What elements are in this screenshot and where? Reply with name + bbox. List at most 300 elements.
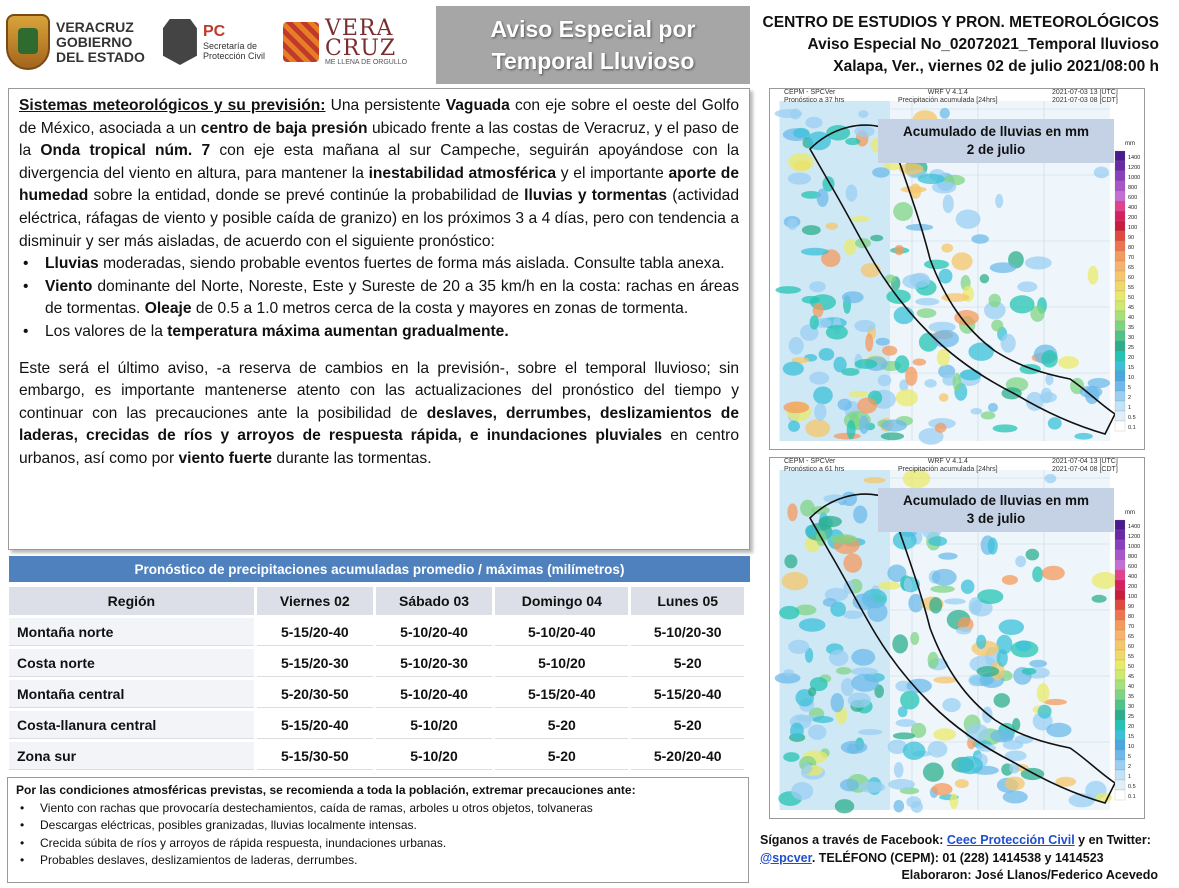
scale-swatch xyxy=(1115,191,1125,201)
table-cell: 5-15/20-40 xyxy=(631,680,744,708)
veracruz-brand-logo xyxy=(283,15,408,66)
bullet-rain xyxy=(19,253,739,276)
precipitation-cell xyxy=(1094,167,1109,179)
precipitation-cell xyxy=(993,424,1018,432)
precautions-heading: Por las condiciones atmosféricas previstas, se recomienda a toda la población, extremar precauciones ante: xyxy=(16,783,636,797)
precipitation-cell xyxy=(817,188,829,207)
precipitation-cell xyxy=(843,610,863,619)
issuer-info xyxy=(756,12,1159,78)
precipitation-cell xyxy=(928,536,947,546)
precipitation-cell xyxy=(1042,566,1065,581)
text-run: dominante del Norte, Noreste, Este y Sureste de 20 a 35 km/h en la costa: rachas en áreas de tormentas. xyxy=(45,277,739,318)
scale-tick-label: 1400 xyxy=(1128,524,1141,530)
precipitation-cell xyxy=(823,598,837,607)
precipitation-cell xyxy=(1048,417,1062,429)
pc-big: PC xyxy=(202,23,226,40)
precipitation-cell xyxy=(865,333,873,351)
table-cell: 5-20 xyxy=(631,711,744,739)
precipitation-cell xyxy=(841,741,868,754)
precipitation-cell xyxy=(953,373,962,391)
scale-swatch xyxy=(1115,740,1125,750)
precipitation-cell xyxy=(906,796,921,807)
precipitation-cell xyxy=(790,723,804,739)
scale-swatch xyxy=(1115,690,1125,700)
text-run: y el importante xyxy=(556,164,669,182)
text-run: de 0.5 a 1.0 metros cerca de la costa y mayores en zonas de tormenta. xyxy=(191,300,689,318)
caption-text: 2021-07-03 13 [UTC] xyxy=(1052,89,1118,96)
precipitation-cell xyxy=(833,357,846,373)
list-item: • Viento con rachas que provocaría destechamientos, caída de ramas, arboles u otros objetos, tolvaneras xyxy=(16,800,740,818)
precipitation-cell xyxy=(913,358,926,365)
scale-swatch xyxy=(1115,311,1125,321)
precipitation-cell xyxy=(857,398,877,414)
precipitation-cell xyxy=(905,367,917,386)
table-cell: Montaña norte xyxy=(9,618,254,646)
vera-small: ME LLENA DE ORGULLO xyxy=(324,58,408,66)
precipitation-cell xyxy=(932,783,953,796)
precipitation-cell xyxy=(787,503,797,521)
precipitation-cell xyxy=(990,262,1016,273)
vera-big1: VERA xyxy=(324,15,394,41)
rain-map-july-2 xyxy=(769,88,1145,450)
precipitation-cell xyxy=(783,402,809,414)
precipitation-cell xyxy=(859,416,869,434)
text-run: centro de baja presión xyxy=(200,119,368,137)
scale-swatch xyxy=(1115,421,1125,431)
text-run: en centro urbanos, así como por xyxy=(19,427,739,467)
precipitation-cell xyxy=(826,325,848,340)
text-run: temperatura máxima aumentan gradualmente. xyxy=(167,322,509,340)
precipitation-cell xyxy=(858,110,868,118)
scale-swatch xyxy=(1115,151,1125,161)
scale-tick-label: 400 xyxy=(1128,205,1138,211)
scale-tick-label: 200 xyxy=(1128,215,1138,221)
text-run: sobre la entidad, donde se prevé continúe la probabilidad de xyxy=(88,187,525,205)
precipitation-cell xyxy=(977,589,1003,604)
precipitation-cell xyxy=(789,337,804,355)
precipitation-cell xyxy=(842,291,864,303)
precipitation-cell xyxy=(809,372,829,385)
twitter-link[interactable]: @spcver xyxy=(760,850,812,865)
precipitation-cell xyxy=(980,274,989,283)
precipitation-cell xyxy=(788,421,800,432)
scale-swatch xyxy=(1115,540,1125,550)
precipitation-cell xyxy=(918,174,945,184)
caption-text: 2021-07-03 08 [CDT] xyxy=(1052,97,1118,104)
table-cell: 5-15/20-40 xyxy=(257,618,373,646)
veracruz-pattern-icon xyxy=(283,22,319,62)
precipitation-cell xyxy=(942,698,960,712)
precipitation-cell xyxy=(976,635,986,649)
scale-swatch xyxy=(1115,341,1125,351)
text-run: Viento xyxy=(45,277,93,295)
precipitation-cell xyxy=(900,186,926,193)
table-row xyxy=(9,711,744,739)
scale-swatch xyxy=(1115,251,1125,261)
text-run: Onda tropical núm. 7 xyxy=(40,142,211,160)
precipitation-cell xyxy=(854,320,875,332)
scale-tick-label: 70 xyxy=(1128,255,1135,261)
scale-tick-label: 600 xyxy=(1128,195,1138,201)
table-cell: 5-15/20-30 xyxy=(257,649,373,677)
precipitation-cell xyxy=(894,762,904,778)
precipitation-cell xyxy=(864,477,886,483)
scale-swatch xyxy=(1115,760,1125,770)
precipitation-cell xyxy=(861,263,881,277)
text-run: con eje esta mañana al sur Campeche, seguirán apoyándose con la divergencia del viento en altura, para mantener la xyxy=(19,142,740,182)
precipitation-cell xyxy=(896,389,918,406)
precipitation-cell xyxy=(805,117,822,129)
scale-swatch xyxy=(1115,600,1125,610)
precipitation-cell xyxy=(950,794,959,809)
scale-swatch xyxy=(1115,321,1125,331)
text-run: Vaguada xyxy=(445,97,510,114)
precipitation-cell xyxy=(851,649,875,666)
caption-text: WRF V 4.1.4 xyxy=(927,89,968,96)
table-cell: 5-10/20 xyxy=(376,711,492,739)
caption-text: Precipitación acumulada [24hrs] xyxy=(898,466,998,473)
scale-swatch xyxy=(1115,201,1125,211)
scale-swatch xyxy=(1115,710,1125,720)
scale-tick-label: 65 xyxy=(1128,634,1135,640)
scale-unit: mm xyxy=(1125,510,1135,516)
title-line1: Aviso Especial por xyxy=(490,16,696,42)
precipitation-cell xyxy=(991,320,1003,332)
precipitation-cell xyxy=(1003,740,1024,750)
list-item: • Descargas eléctricas, posibles granizadas, lluvias localmente intensas. xyxy=(16,817,740,835)
precipitation-cell xyxy=(1046,723,1071,737)
text-run: (actividad eléctrica, ráfagas de viento y posible caída de granizo) en los próximos 3 a 4 días, pero con tendencia a disminuir y ser más aisladas, de acuerdo con el siguiente pronóstico: xyxy=(19,187,739,250)
precipitation-cell xyxy=(933,677,957,684)
map-label-line1: Acumulado de lluvias en mm xyxy=(902,493,1090,508)
precipitation-cell xyxy=(997,649,1008,666)
precipitation-cell xyxy=(938,269,952,284)
scale-swatch xyxy=(1115,241,1125,251)
map-label xyxy=(878,119,1114,163)
scale-unit: mm xyxy=(1125,141,1135,147)
precipitation-cell xyxy=(898,706,908,717)
final-notice-paragraph xyxy=(19,358,739,471)
forecast-table-title: Pronóstico de precipitaciones acumuladas promedio / máximas (milímetros) xyxy=(9,556,750,582)
text-run: Síganos a través de Facebook: xyxy=(760,833,947,847)
scale-swatch xyxy=(1115,730,1125,740)
col-header: Lunes 05 xyxy=(631,587,744,615)
precipitation-cell xyxy=(1001,334,1016,353)
scale-tick-label: 1 xyxy=(1128,774,1132,780)
precipitation-cell xyxy=(810,315,819,329)
scale-tick-label: 5 xyxy=(1128,385,1132,391)
table-row xyxy=(9,742,744,770)
precipitation-cell xyxy=(791,782,813,800)
center-line3: Xalapa, Ver., viernes 02 de julio 2021/08:00 h xyxy=(833,58,1159,75)
scale-swatch xyxy=(1115,560,1125,570)
scale-tick-label: 25 xyxy=(1128,345,1135,351)
precipitation-cell xyxy=(1092,595,1107,603)
map-caption xyxy=(898,458,998,474)
precipitation-cell xyxy=(1037,683,1050,703)
table-cell: 5-10/20-30 xyxy=(376,649,492,677)
scale-tick-label: 1200 xyxy=(1128,165,1141,171)
precipitation-cell xyxy=(956,627,971,635)
precipitation-cell xyxy=(893,800,904,813)
precipitation-cell xyxy=(836,667,851,675)
precipitation-cell xyxy=(1029,660,1047,668)
scale-swatch xyxy=(1115,590,1125,600)
precipitation-cell xyxy=(1025,256,1052,269)
precipitation-cell xyxy=(808,687,816,696)
scale-tick-label: 25 xyxy=(1128,714,1135,720)
scale-swatch xyxy=(1115,211,1125,221)
precipitation-cell xyxy=(940,108,950,119)
scale-swatch xyxy=(1115,790,1125,800)
scale-tick-label: 100 xyxy=(1128,594,1138,600)
table-cell: 5-10/20-40 xyxy=(376,618,492,646)
text-run: Los valores de la xyxy=(45,322,168,340)
scale-tick-label: 15 xyxy=(1128,365,1135,371)
precipitation-cell xyxy=(938,553,957,560)
scale-swatch xyxy=(1115,381,1125,391)
scale-tick-label: 60 xyxy=(1128,644,1135,650)
text-run: deslaves, derrumbes, deslizamientos de laderas, crecidas de ríos y arroyos de respuesta rápida, e inundaciones pluviales xyxy=(19,404,740,445)
precautions-list xyxy=(16,800,740,870)
bullet-temperature xyxy=(19,321,739,344)
precipitation-cell xyxy=(793,128,809,138)
scale-tick-label: 35 xyxy=(1128,694,1135,700)
precipitation-cell xyxy=(779,606,799,620)
precipitation-cell xyxy=(971,234,989,244)
precipitation-cell xyxy=(1022,668,1037,675)
precipitation-cell xyxy=(819,516,842,527)
precipitation-cell xyxy=(808,725,826,740)
precipitation-cell xyxy=(788,153,814,171)
precipitation-cell xyxy=(799,618,826,631)
scale-tick-label: 60 xyxy=(1128,275,1135,281)
precipitation-forecast-table xyxy=(6,584,747,773)
scale-tick-label: 20 xyxy=(1128,724,1135,730)
precipitation-cell xyxy=(805,525,815,537)
precipitation-cell xyxy=(961,579,975,594)
text-run: y en Twitter: xyxy=(1074,833,1151,847)
precipitation-cell xyxy=(802,225,821,235)
precipitation-cell xyxy=(886,289,911,303)
precipitation-cell xyxy=(840,779,859,791)
precipitation-cell xyxy=(783,669,794,676)
precipitation-cell xyxy=(814,403,826,421)
caption-text: Precipitación acumulada [24hrs] xyxy=(898,97,998,104)
precipitation-cell xyxy=(917,308,937,318)
precipitation-cell xyxy=(960,369,981,380)
precipitation-cell xyxy=(929,597,942,613)
scale-swatch xyxy=(1115,171,1125,181)
scale-tick-label: 10 xyxy=(1128,744,1135,750)
table-cell: 5-15/20-40 xyxy=(495,680,628,708)
precipitation-cell xyxy=(848,692,871,707)
precipitation-cell xyxy=(1058,356,1079,369)
pc-small2: Protección Civil xyxy=(202,51,265,61)
gov-line1: VERACRUZ xyxy=(56,18,134,35)
scale-swatch xyxy=(1115,610,1125,620)
text-run: Una persistente xyxy=(325,97,446,114)
scale-swatch xyxy=(1115,580,1125,590)
precipitation-cell xyxy=(941,243,953,252)
scale-swatch xyxy=(1115,161,1125,171)
precipitation-cell xyxy=(1015,640,1031,651)
caption-text: Pronóstico a 37 hrs xyxy=(784,97,845,104)
systems-heading: Sistemas meteorológicos y su previsión: xyxy=(19,97,326,114)
precipitation-cell xyxy=(892,634,908,653)
scale-tick-label: 800 xyxy=(1128,185,1138,191)
precipitation-cell xyxy=(854,126,874,137)
table-row xyxy=(9,618,744,646)
precipitation-cell xyxy=(872,167,890,177)
precipitation-cell xyxy=(893,732,915,739)
caption-text: WRF V 4.1.4 xyxy=(927,458,968,465)
text-run: viento fuerte xyxy=(178,449,273,467)
precipitation-cell xyxy=(775,286,801,294)
precipitation-cell xyxy=(894,306,915,324)
center-line2: Aviso Especial No_02072021_Temporal lluvioso xyxy=(807,36,1159,53)
table-cell: 5-10/20-40 xyxy=(376,680,492,708)
col-header: Viernes 02 xyxy=(257,587,373,615)
scale-swatch xyxy=(1115,630,1125,640)
scale-swatch xyxy=(1115,221,1125,231)
map-caption xyxy=(1052,89,1118,105)
scale-tick-label: 0.5 xyxy=(1128,415,1136,421)
precipitation-cell xyxy=(1038,705,1052,719)
precipitation-cell xyxy=(819,348,835,361)
precipitation-cell xyxy=(847,420,856,439)
scale-tick-label: 90 xyxy=(1128,235,1135,241)
precipitation-cell xyxy=(790,109,801,120)
scale-tick-label: 20 xyxy=(1128,355,1135,361)
precipitation-cell xyxy=(1041,350,1058,368)
scale-swatch xyxy=(1115,291,1125,301)
precipitation-cell xyxy=(965,724,989,742)
text-run: aporte de humedad xyxy=(19,164,740,205)
facebook-link[interactable]: Ceec Protección Civil xyxy=(946,833,1075,847)
table-row xyxy=(9,680,744,708)
precipitation-cell xyxy=(830,534,857,544)
scale-tick-label: 5 xyxy=(1128,754,1132,760)
precipitation-cell xyxy=(881,432,904,440)
precipitation-cell xyxy=(867,602,887,622)
scale-tick-label: 2 xyxy=(1128,395,1132,401)
precipitation-cell xyxy=(904,577,913,591)
scale-tick-label: 45 xyxy=(1128,305,1135,311)
precipitation-cell xyxy=(783,362,804,376)
scale-swatch xyxy=(1115,550,1125,560)
table-cell: 5-20 xyxy=(495,742,628,770)
map-label xyxy=(878,488,1114,532)
scale-swatch xyxy=(1115,181,1125,191)
map-caption xyxy=(1052,458,1118,474)
table-cell: 5-20 xyxy=(495,711,628,739)
precipitation-cell xyxy=(851,674,879,692)
precipitation-cell xyxy=(813,386,833,404)
caption-text: CEPM - SPCVer xyxy=(784,89,836,96)
scale-tick-label: 70 xyxy=(1128,624,1135,630)
scale-swatch xyxy=(1115,261,1125,271)
precipitation-cell xyxy=(809,281,826,292)
precipitation-cell xyxy=(1002,575,1018,585)
precipitation-cell xyxy=(1005,777,1025,791)
precipitation-cell xyxy=(835,799,854,813)
precipitation-cell xyxy=(957,756,983,774)
scale-tick-label: 0.1 xyxy=(1128,425,1136,431)
list-item: • Probables deslaves, deslizamientos de laderas, derrumbes. xyxy=(16,852,740,870)
precipitation-cell xyxy=(1010,295,1035,313)
precipitation-cell xyxy=(910,632,919,645)
caption-text: 2021-07-04 08 [CDT] xyxy=(1052,466,1118,473)
scale-tick-label: 600 xyxy=(1128,564,1138,570)
precipitation-cell xyxy=(896,719,916,727)
precautions-box xyxy=(7,777,749,883)
scale-swatch xyxy=(1115,770,1125,780)
precipitation-cell xyxy=(858,781,885,792)
precipitation-cell xyxy=(924,379,936,388)
text-run: inestabilidad atmosférica xyxy=(368,164,557,182)
scale-tick-label: 400 xyxy=(1128,574,1138,580)
proteccion-civil-logo xyxy=(163,19,265,65)
state-shield-icon xyxy=(6,14,50,70)
scale-swatch xyxy=(1115,700,1125,710)
scale-swatch xyxy=(1115,530,1125,540)
precipitation-cell xyxy=(1017,281,1037,292)
scale-tick-label: 80 xyxy=(1128,245,1135,251)
precipitation-cell xyxy=(981,411,996,419)
scale-swatch xyxy=(1115,780,1125,790)
precipitation-cell xyxy=(813,716,834,723)
gov-line2: GOBIERNO xyxy=(56,33,133,50)
scale-swatch xyxy=(1115,660,1125,670)
precipitation-cell xyxy=(1045,474,1057,483)
col-header: Sábado 03 xyxy=(376,587,492,615)
title-line2: Temporal Lluvioso xyxy=(491,48,695,74)
scale-swatch xyxy=(1115,620,1125,630)
table-cell: Montaña central xyxy=(9,680,254,708)
table-cell: 5-10/20-30 xyxy=(631,618,744,646)
precipitation-cell xyxy=(894,245,904,255)
precipitation-cell xyxy=(933,728,956,740)
precipitation-cell xyxy=(805,419,830,437)
precipitation-cell xyxy=(829,650,848,666)
precipitation-cell xyxy=(783,752,799,762)
precipitation-cell xyxy=(956,209,981,228)
text-run: . TELÉFONO (CEPM): 01 (228) 1414538 y 1414523 xyxy=(811,850,1104,865)
precipitation-cell xyxy=(1041,388,1053,404)
scale-tick-label: 30 xyxy=(1128,704,1135,710)
precipitation-cell xyxy=(826,222,838,229)
precipitation-cell xyxy=(800,500,815,517)
precipitation-cell xyxy=(844,239,856,255)
precipitation-cell xyxy=(784,554,797,568)
text-run: ubicado frente a las costas de Veracruz, y el paso de la xyxy=(19,119,739,160)
precipitation-cell xyxy=(870,235,883,242)
precipitation-cell xyxy=(833,433,860,440)
header-logos xyxy=(6,6,426,78)
precipitation-cell xyxy=(939,393,949,402)
precipitation-cell xyxy=(923,762,944,781)
precipitation-cell xyxy=(988,538,998,555)
precipitation-cell xyxy=(988,403,998,412)
forecast-text-panel xyxy=(8,88,750,550)
table-cell: 5-15/30-50 xyxy=(257,742,373,770)
scale-tick-label: 10 xyxy=(1128,375,1135,381)
precipitation-cell xyxy=(935,423,946,433)
scale-swatch xyxy=(1115,361,1125,371)
precipitation-cell xyxy=(878,581,901,589)
systems-paragraph xyxy=(19,95,739,253)
